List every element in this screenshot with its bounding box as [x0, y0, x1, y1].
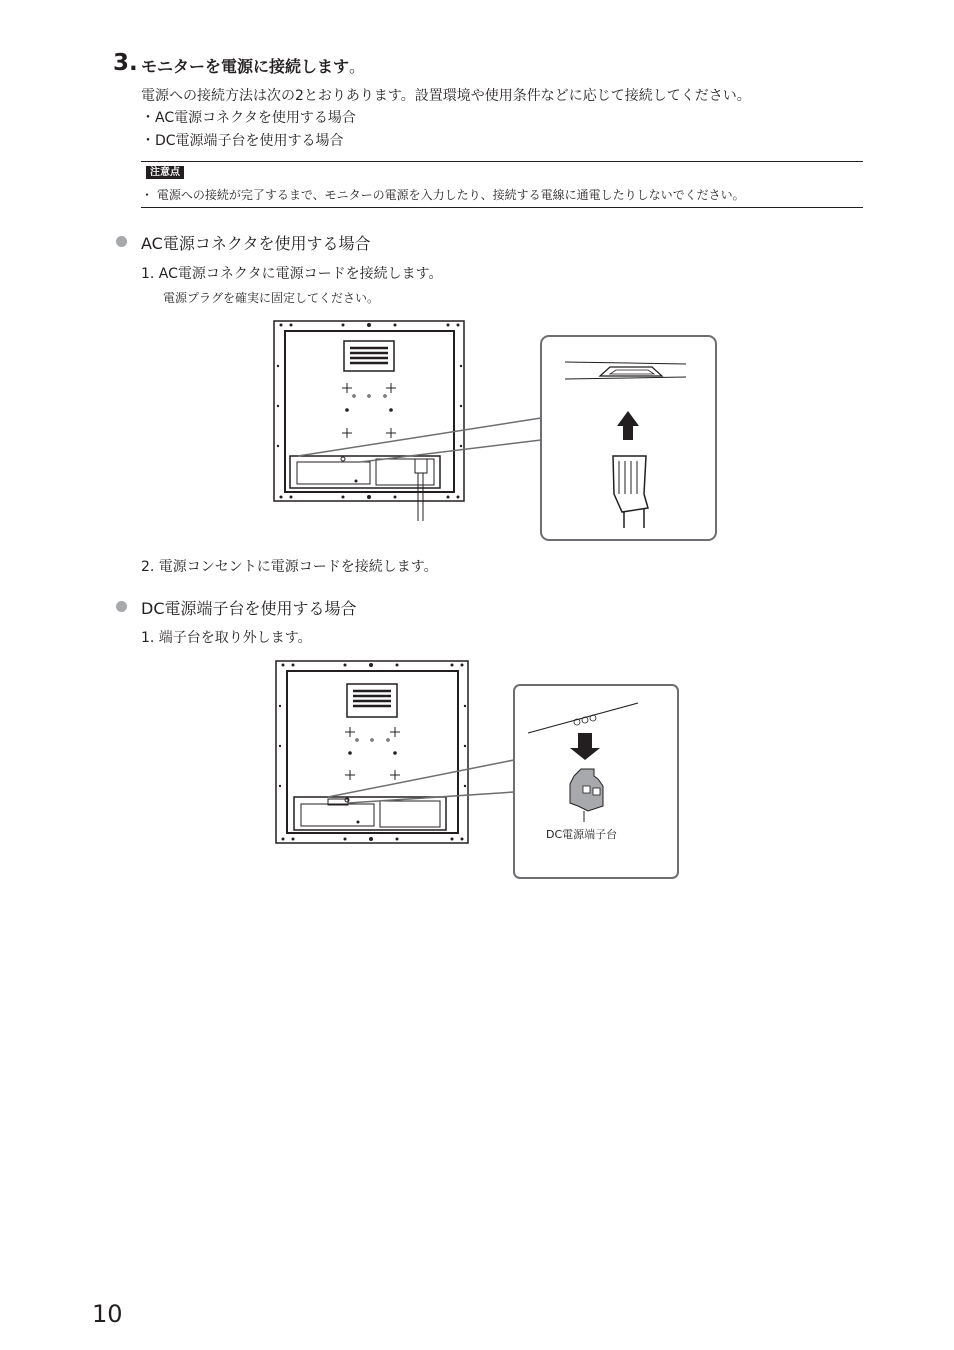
step-title: [141, 54, 365, 77]
method-item: ・DC電源端子台を使用する場合: [141, 133, 344, 149]
step-title-text: モニターを電源に接続します: [141, 57, 350, 76]
caution-box: [141, 161, 863, 208]
section-heading-dc: DC電源端子台を使用する場合: [141, 599, 357, 618]
step-number: 3.: [113, 50, 138, 76]
ac-step-1-note: 電源プラグを確実に固定してください。: [163, 291, 380, 305]
ac-step-1: 1. AC電源コネクタに電源コードを接続します。: [141, 266, 443, 282]
section-bullet-icon: [116, 236, 127, 247]
ac-step-2: 2. 電源コンセントに電源コードを接続します。: [141, 559, 438, 575]
ac-connector-figure: [268, 316, 720, 546]
section-bullet-icon: [116, 601, 127, 612]
method-label: DC電源端子台を使用する場合: [155, 133, 344, 149]
method-label: AC電源コネクタを使用する場合: [155, 110, 356, 126]
dc-figure-label: DC電源端子台: [546, 828, 618, 841]
dc-step-1: 1. 端子台を取り外します。: [141, 630, 312, 646]
section-heading-ac: AC電源コネクタを使用する場合: [141, 234, 371, 253]
method-item: ・AC電源コネクタを使用する場合: [141, 110, 356, 126]
caution-label: 注意点: [146, 166, 184, 179]
intro-text: 電源への接続方法は次の2とおりあります。設置環境や使用条件などに応じて接続してください。: [141, 88, 751, 104]
step-title-period: 。: [349, 57, 366, 76]
dc-terminal-figure: [270, 656, 684, 882]
page-number: 10: [92, 1300, 123, 1328]
caution-text: ・ 電源への接続が完了するまで、モニターの電源を入力したり、接続する電線に通電したりしないでください。: [141, 188, 745, 202]
